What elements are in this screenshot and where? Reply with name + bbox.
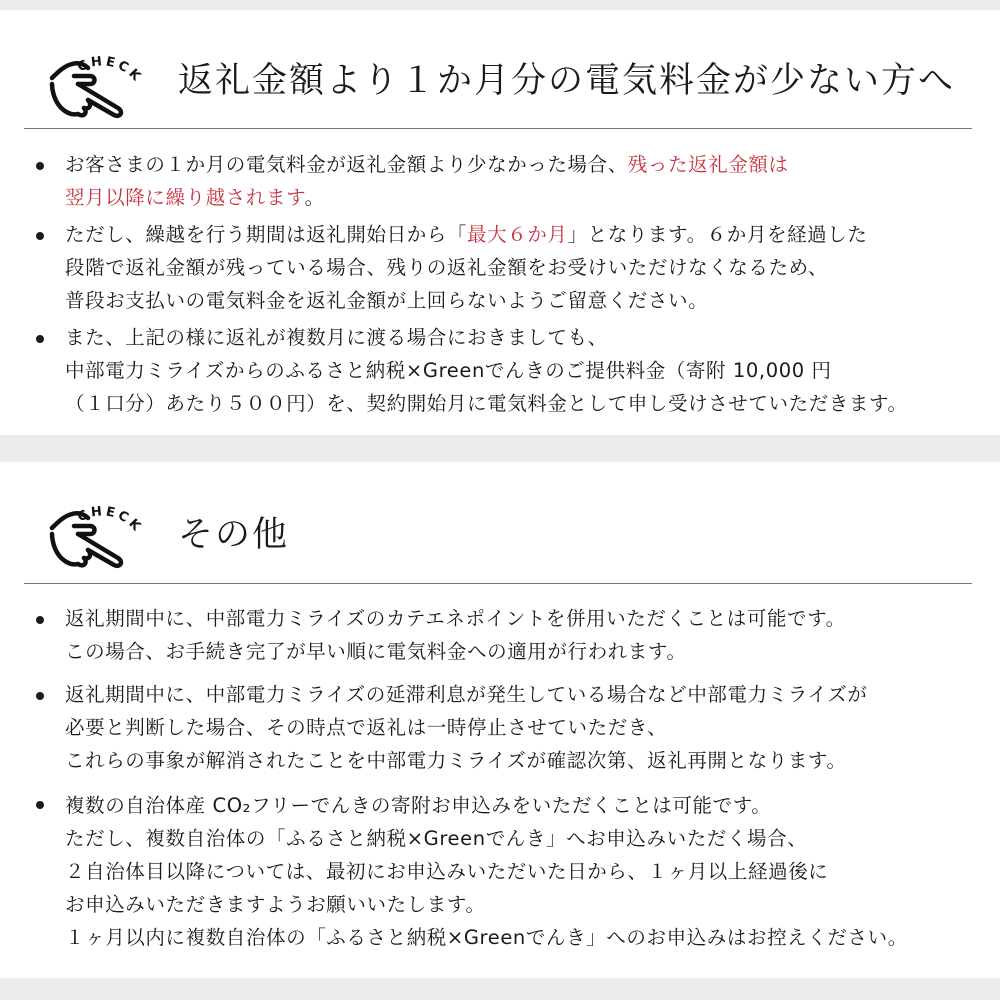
list-item-text — [65, 602, 990, 668]
text-line — [65, 251, 990, 284]
bullet-dot — [36, 335, 44, 343]
text-run: 必要と判断した場合、その時点で返礼は一時停止させていただき、 — [65, 716, 668, 739]
text-run: 」となります。６か月を経過した — [567, 223, 868, 246]
text-line — [65, 855, 990, 888]
text-line — [65, 602, 990, 635]
text-run: 返礼期間中に、中部電力ミライズの延滞利息が発生している場合など中部電力ミライズが — [65, 683, 868, 706]
text-line — [65, 789, 990, 822]
list-item-text — [65, 218, 990, 317]
text-line — [65, 711, 990, 744]
highlight-text: 残った返礼金額は — [627, 153, 789, 176]
svg-text:CHECK — [75, 504, 145, 536]
text-line — [65, 387, 990, 420]
text-run: 段階で返礼金額が残っている場合、残りの返礼金額をお受けいただけなくなるため、 — [65, 256, 829, 279]
text-run: また、上記の様に返礼が複数月に渡る場合におきましても、 — [65, 326, 608, 349]
text-line — [65, 744, 990, 777]
section-header — [0, 10, 1000, 128]
check-badge — [44, 32, 154, 122]
text-run: お客さまの１か月の電気料金が返礼金額より少なかった場合、 — [65, 153, 628, 176]
bullet-dot — [36, 232, 44, 240]
text-line — [65, 148, 990, 181]
bullet-dot — [36, 162, 44, 170]
check-badge-label: CHECK — [75, 504, 146, 537]
text-run: 複数の自治体産 CO₂フリーでんきの寄附お申込みをいただくことは可能です。 — [65, 794, 772, 817]
text-line — [65, 678, 990, 711]
check-badge-label: CHECK — [75, 54, 146, 87]
text-line — [65, 822, 990, 855]
text-run: １ヶ月以内に複数自治体の「ふるさと納税×Greenでんき」へのお申込みはお控えください。 — [65, 926, 908, 949]
section-panel-refund — [0, 10, 1000, 435]
text-run: 普段お支払いの電気料金を返礼金額が上回らないようご留意ください。 — [65, 289, 709, 312]
list-item-text — [65, 678, 990, 777]
section-title: 返礼金額より１か月分の電気料金が少ない方へ — [178, 61, 956, 101]
text-run: ２自治体目以降については、最初にお申込みいただいた日から、１ヶ月以上経過後に — [65, 860, 829, 883]
text-run: 中部電力ミライズからのふるさと納税×Greenでんきのご提供料金（寄附 10,000 円 — [65, 359, 832, 382]
text-run: この場合、お手続き完了が早い順に電気料金への適用が行われます。 — [65, 640, 687, 663]
highlight-text: 最大６か月 — [467, 223, 568, 246]
list-item-text — [65, 321, 990, 420]
list-item-text — [65, 148, 990, 214]
list-item-text — [65, 789, 990, 954]
highlight-text: 翌月以降に繰り越されます — [65, 186, 305, 209]
section-title: その他 — [178, 515, 290, 555]
text-run: ただし、複数自治体の「ふるさと納税×Greenでんき」へお申込みいただく場合、 — [65, 827, 808, 850]
text-run: 。 — [304, 186, 325, 209]
text-line — [65, 218, 990, 251]
check-badge — [44, 482, 154, 572]
text-run: これらの事象が解消されたことを中部電力ミライズが確認次第、返礼再開となります。 — [65, 749, 847, 772]
text-line — [65, 888, 990, 921]
divider — [24, 583, 972, 584]
section-panel-other — [0, 462, 1000, 978]
text-line — [65, 181, 990, 214]
text-line — [65, 635, 990, 668]
text-line — [65, 284, 990, 317]
text-line — [65, 921, 990, 954]
svg-text:CHECK — [75, 54, 145, 86]
text-run: 返礼期間中に、中部電力ミライズのカテエネポイントを併用いただくことは可能です。 — [65, 607, 846, 630]
text-line — [65, 321, 990, 354]
divider — [24, 128, 972, 129]
text-run: （１口分）あたり５００円）を、契約開始月に電気料金として申し受けさせていただきます。 — [65, 392, 908, 415]
bullet-dot — [36, 616, 44, 624]
text-run: お申込みいただきますようお願いいたします。 — [65, 893, 486, 916]
section-header — [0, 462, 1000, 580]
text-run: ただし、繰越を行う期間は返礼開始日から「 — [65, 223, 468, 246]
bullet-dot — [36, 692, 44, 700]
text-line — [65, 354, 990, 387]
bullet-dot — [36, 801, 44, 809]
